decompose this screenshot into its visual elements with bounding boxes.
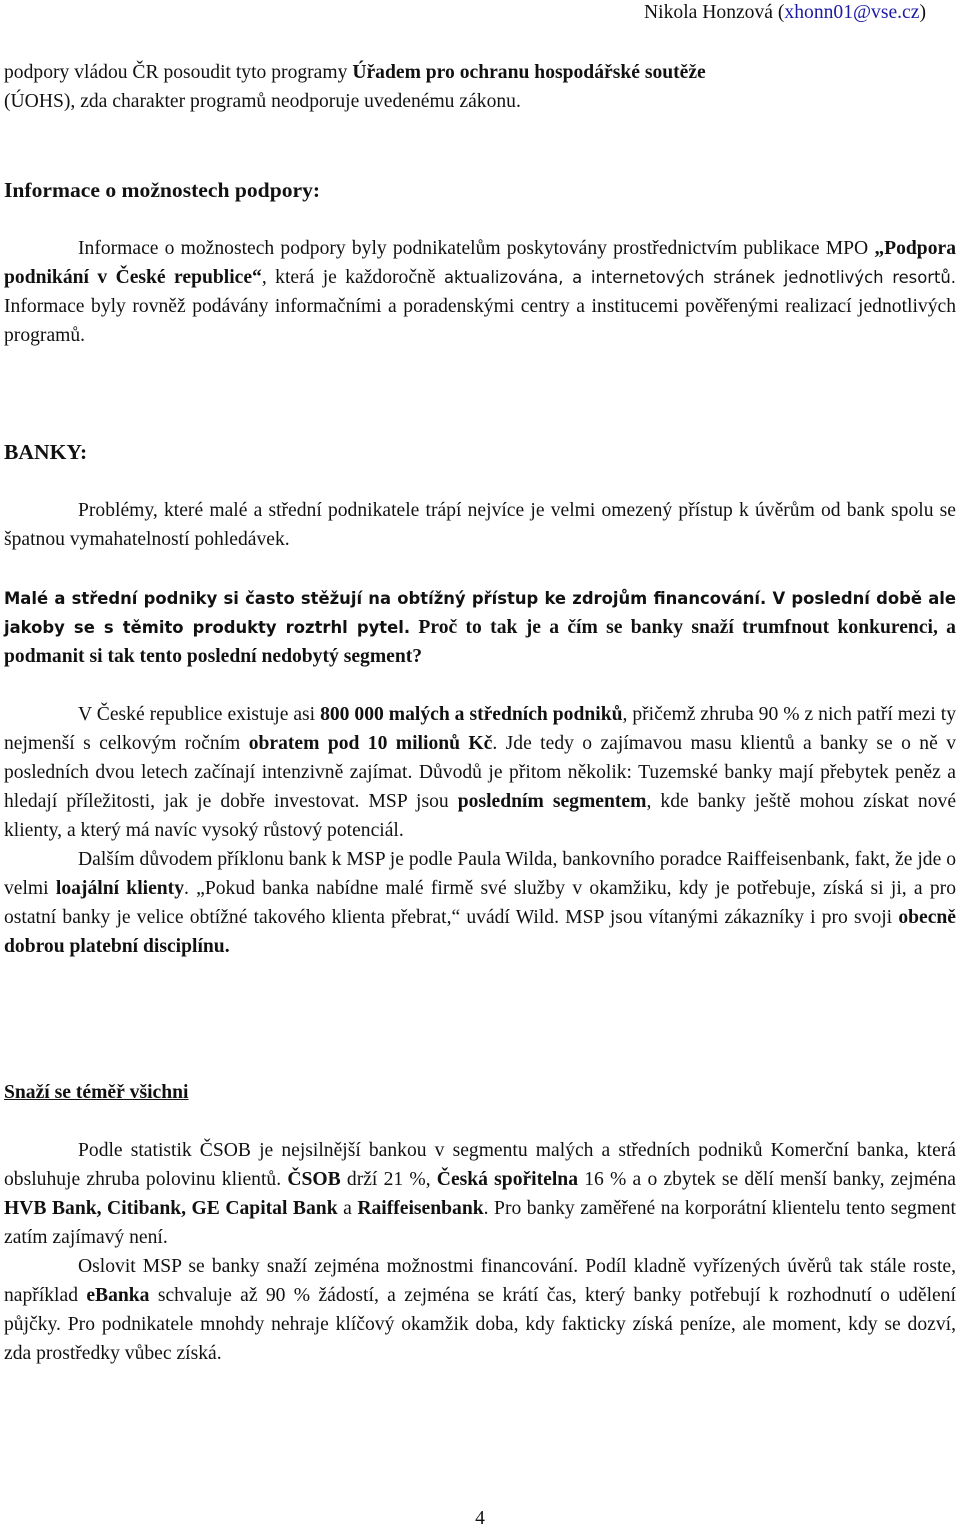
banky-body xyxy=(4,700,956,961)
page-number: 4 xyxy=(475,1508,485,1529)
banky-paragraph-1: Problémy, které malé a střední podnikatele trápí nejvíce je velmi omezený přístup k úvěrům od bank spolu se špatnou vymahatelností pohledávek. xyxy=(4,500,956,550)
snazi-paragraph-2: Oslovit MSP se banky snaží zejména možnostmi financování. Podíl kladně vyřízených úvěrů tak stále roste, například eBanka schvaluje až 90 % žádostí, a zejména se krátí čas, který banky potřebují k rozhodnutí o udělení půjčky. Pro podnikatele mnohdy nehraje klíčový okamžik doba, kdy fakticky získá peníze, ale moment, kdy se dozví, zda prostředky vůbec získá. xyxy=(4,1256,956,1364)
banky-lead xyxy=(4,584,956,671)
uohs-name: Úřadem pro ochranu hospodářské soutěže xyxy=(352,62,706,83)
intro-paragraph: podpory vládou ČR posoudit tyto programy Úřadem pro ochranu hospodářské soutěže (ÚOHS), zda charakter programů neodporuje uvedenému zákonu. xyxy=(4,62,706,112)
page-header: Nikola Honzová (xhonn01@vse.cz) xyxy=(644,2,926,23)
banky-section xyxy=(4,438,956,554)
info-paragraph: Informace o možnostech podpory byly podnikatelům poskytovány prostřednictvím publikace MPO „Podpora podnikání v České republice“, která je každoročně aktualizována, a internetových stránek jednotlivých resortů. Informace byly rovněž podávány informačními a poradenskými centry a institucemi pověřenými realizací jednotlivých programů. xyxy=(4,238,956,346)
snazi-heading: Snaží se téměř všichni xyxy=(4,1082,189,1103)
banky-lead-paragraph: Malé a střední podniky si často stěžují na obtížný přístup ke zdrojům financování. V poslední době ale jakoby se s těmito produkty roztrhl pytel. Proč to tak je a čím se banky snaží trumfnout konkurenci, a podmanit si tak tento poslední nedobytý segment? xyxy=(4,589,956,667)
info-heading: Informace o možnostech podpory: xyxy=(4,178,321,202)
banky-heading: BANKY: xyxy=(4,440,88,464)
intro-block xyxy=(4,58,956,116)
banky-paragraph-3: V České republice existuje asi 800 000 malých a středních podniků, přičemž zhruba 90 % z nich patří mezi ty nejmenší s celkovým ročním obratem pod 10 milionů Kč. Jde tedy o zajímavou masu klientů a banky se o ně v posledních dvou letech začínají intenzivně zajímat. Důvodů je přitom několik: Tuzemské banky mají přebytek peněz a hledají příležitosti, jak je dobře investovat. MSP jsou posledním segmentem, kde banky ještě mohou získat nové klienty, a který má navíc vysoký růstový potenciál. xyxy=(4,704,957,841)
banky-paragraph-4: Dalším důvodem příklonu bank k MSP je podle Paula Wilda, bankovního poradce Raiffeisenbank, fakt, že jde o velmi loajální klienty. „Pokud banka nabídne malé firmě své služby v okamžiku, kdy je potřebuje, získá si ji, a pro ostatní banky je velice obtížné takového klienta přebrat,“ uvádí Wild. MSP jsou vítanými zákazníky i pro svoji obecně dobrou platební disciplínu. xyxy=(4,849,956,957)
author-name: Nikola Honzová xyxy=(644,2,773,23)
snazi-paragraph-1: Podle statistik ČSOB je nejsilnější bankou v segmentu malých a středních podniků Komerční banka, která obsluhuje zhruba polovinu klientů. ČSOB drží 21 %, Česká spořitelna 16 % a o zbytek se dělí menší banky, zejména HVB Bank, Citibank, GE Capital Bank a Raiffeisenbank. Pro banky zaměřené na korporátní klientelu tento segment zatím zajímavý není. xyxy=(4,1140,956,1248)
info-section xyxy=(4,176,956,350)
snazi-section xyxy=(4,1078,956,1368)
author-email-link[interactable]: xhonn01@vse.cz xyxy=(784,2,920,23)
